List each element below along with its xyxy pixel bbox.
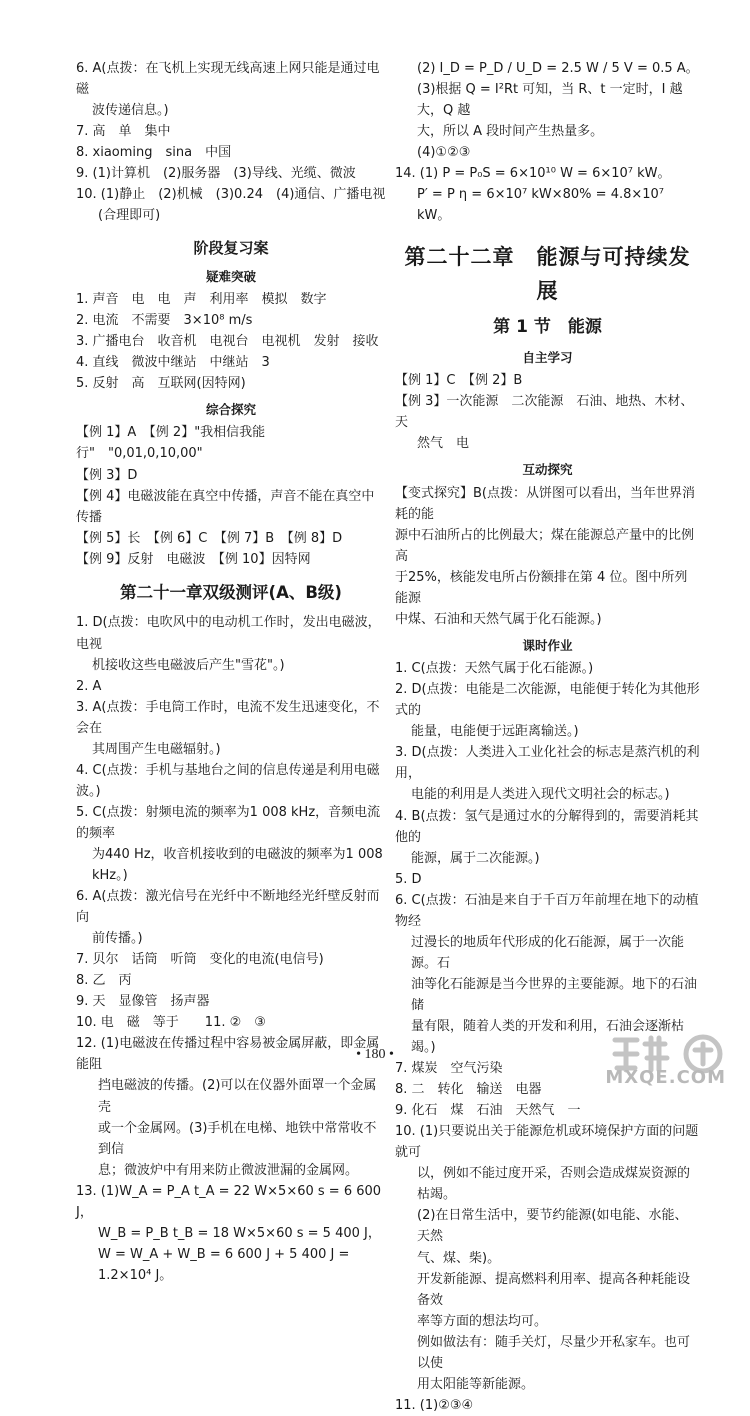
chapter22-title: 第二十二章 能源与可持续发展 [404,245,691,304]
answer-line: 4. 直线 微波中继站 中继站 3 [76,355,270,371]
interactive-answers [395,483,700,630]
watermark-logo [607,1032,732,1098]
answer-line: 6. A(点拨：激光信号在光纤中不断地经光纤壁反射而向 [76,889,380,926]
answer-line: 开发新能源、提高燃料利用率、提高各种耗能设备效 [417,1271,691,1308]
section1-title: 第 1 节 能源 [493,317,602,338]
answer-line: 能量，电能便于远距离输送。) [411,724,579,740]
answer-line: 11. (1)②③④ [395,1397,474,1413]
answer-line: 率等方面的想法均可。 [417,1313,548,1329]
answer-line: 例如做法有：随手关灯，尽量少开私家车。也可以使 [417,1334,691,1371]
subsection-title-homework: 课时作业 [522,637,573,653]
answer-line: 息；微波炉中有用来防止微波泄漏的金属网。 [98,1162,359,1178]
answer-line: 【例 3】D [76,467,138,483]
answer-line: (4)①②③ [417,145,471,161]
answer-line: 13. (1)W_A = P_A t_A = 22 W×5×60 s = 6 600 J， [76,1183,386,1220]
answer-line: 5. C(点拨：射频电流的频率为1 008 kHz，音频电流的频率 [76,804,381,841]
difficulty-answers [76,289,386,394]
answer-line: 2. 电流 不需要 3×10⁸ m/s [76,312,253,328]
answer-line: 1. 声音 电 电 声 利用率 模拟 数字 [76,291,327,307]
answer-line: 1. D(点拨：电吹风中的电动机工作时，发出电磁波，电视 [76,615,381,652]
answer-line: 波传递信息。) [92,103,169,119]
answer-line: 2. D(点拨：电能是二次能源，电能便于转化为其他形式的 [395,682,700,719]
answer-line: 中煤、石油和天然气属于化石能源。) [395,611,602,627]
chapter21-test-title: 第二十一章双级测评(A、B级) [120,582,342,602]
answer-line: 8. 乙 丙 [76,973,132,989]
answer-line: 3. D(点拨：人类进入工业化社会的标志是蒸汽机的利用， [395,745,700,782]
answer-line: 于25%，核能发电所占份额排在第 4 位。图中所列能源 [395,569,688,606]
answer-line: (合理即可) [98,208,161,224]
answer-line: (2)在日常生活中，要节约能源(如电能、水能、天然 [417,1208,688,1245]
answer-line: 5. D [395,871,422,887]
right-top-answers [395,58,700,226]
answer-line: 1. C(点拨：天然气属于化石能源。) [395,661,594,677]
comprehensive-answers [76,422,386,569]
self-study-answers [395,370,700,454]
answer-line: (3)根据 Q = I²Rt 可知，当 R、t 一定时，I 越大，Q 越 [417,82,683,119]
answer-line: 量有限，随着人类的开发和利用，石油会逐渐枯竭。) [411,1019,685,1056]
answer-line: 然气 电 [417,436,470,452]
answer-line: 气、煤、柴)。 [417,1250,501,1266]
answer-line: 以，例如不能过度开采，否则会造成煤炭资源的枯竭。 [417,1166,691,1203]
answer-line: 过漫长的地质年代形成的化石能源，属于一次能源。石 [411,934,685,971]
answer-line: (2) I_D = P_D / U_D = 2.5 W / 5 V = 0.5 A。 [417,61,699,76]
answer-line: 为440 Hz，收音机接收到的电磁波的频率为1 008 kHz。) [92,846,387,884]
answer-line: 其周围产生电磁辐射。) [92,741,221,757]
chapter21-answers [76,612,386,1286]
answer-line: 7. 高 单 集中 [76,124,171,140]
answer-line: 【例 1】A 【例 2】"我相信我能行" "0,01,0,10,00" [76,425,266,462]
answer-line: 大，所以 A 段时间产生热量多。 [417,124,604,140]
answer-line: 8. 二 转化 输送 电器 [395,1082,542,1098]
answer-line: 源中石油所占的比例最大；煤在能源总产量中的比例高 [395,527,695,564]
answer-line: 或一个金属网。(3)手机在电梯、地铁中常常收不到信 [98,1120,377,1157]
watermark-url: MXQE.COM [605,1066,726,1088]
answer-line: 【例 1】C 【例 2】B [395,373,523,389]
subsection-title-self-study: 自主学习 [522,349,573,365]
answer-line: 12. (1)电磁波在传播过程中容易被金属屏蔽，即金属能阻 [76,1036,380,1073]
answer-line: 4. C(点拨：手机与基地台之间的信息传递是利用电磁波。) [76,762,380,799]
answer-line: 9. 化石 煤 石油 天然气 一 [395,1103,581,1119]
answer-line: 机接收这些电磁波后产生"雪花"。) [92,657,285,673]
answer-line: 【变式探究】B(点拨：从饼图可以看出，当年世界消耗的能 [395,485,695,522]
answer-line: 8. xiaoming sina 中国 [76,145,232,161]
answer-line: 【例 5】长 【例 6】C 【例 7】B 【例 8】D [76,530,343,546]
subsection-title-difficulty: 疑难突破 [205,268,256,284]
answer-line: 7. 煤炭 空气污染 [395,1061,503,1077]
right-column [395,58,700,1416]
review-section-title: 阶段复习案 [193,239,269,258]
subsection-title-interactive: 互动探究 [522,462,573,478]
answer-line: 5. 反射 高 互联网(因特网) [76,376,246,392]
answer-line: 【例 3】一次能源 二次能源 石油、地热、木材、天 [395,394,694,431]
answer-line: 2. A [76,678,102,694]
answer-line: W = W_A + W_B = 6 600 J + 5 400 J = 1.2×10⁴ J。 [98,1246,354,1283]
answer-line: 油等化石能源是当今世界的主要能源。地下的石油储 [411,976,698,1013]
answer-line: 14. (1) P = P₀S = 6×10¹⁰ W = 6×10⁷ kW。 [395,166,671,182]
answer-line: 【例 4】电磁波能在真空中传播，声音不能在真空中传播 [76,488,375,525]
answer-line: 6. C(点拨：石油是来自于千百万年前埋在地下的动植物经 [395,892,699,929]
answer-line: 10. 电 磁 等于 11. ② ③ [76,1015,266,1031]
answer-line: 【例 9】反射 电磁波 【例 10】因特网 [76,551,311,567]
answer-line: P′ = P η = 6×10⁷ kW×80% = 4.8×10⁷ kW。 [417,187,669,224]
answer-line: 3. 广播电台 收音机 电视台 电视机 发射 接收 [76,334,379,350]
answer-line: 4. B(点拨：氢气是通过水的分解得到的，需要消耗其他的 [395,808,699,845]
left-column [76,58,386,1286]
subsection-title-comprehensive: 综合探究 [205,402,256,418]
answer-line: 用太阳能等新能源。 [417,1376,535,1392]
answer-line: 能源，属于二次能源。) [411,850,540,866]
answer-line: 6. A(点拨：在飞机上实现无线高速上网只能是通过电磁 [76,61,380,98]
answer-line: 挡电磁波的传播。(2)可以在仪器外面罩一个金属壳 [98,1078,377,1115]
answer-line: 电能的利用是人类进入现代文明社会的标志。) [411,787,670,803]
answer-line: 10. (1)只要说出关于能源危机或环境保护方面的问题就可 [395,1124,699,1161]
answer-line: 9. 天 显像管 扬声器 [76,994,210,1010]
answer-line: 10. (1)静止 (2)机械 (3)0.24 (4)通信、广播电视 [76,187,386,203]
answer-line: 9. (1)计算机 (2)服务器 (3)导线、光缆、微波 [76,166,356,182]
answer-line: 7. 贝尔 话筒 听筒 变化的电流(电信号) [76,952,324,968]
answer-line: W_B = P_B t_B = 18 W×5×60 s = 5 400 J， [98,1225,381,1241]
left-top-answers [76,58,386,226]
answer-line: 前传播。) [92,931,143,947]
page-number: • 180 • [356,1047,394,1062]
answer-line: 3. A(点拨：手电筒工作时，电流不发生迅速变化，不会在 [76,699,380,736]
